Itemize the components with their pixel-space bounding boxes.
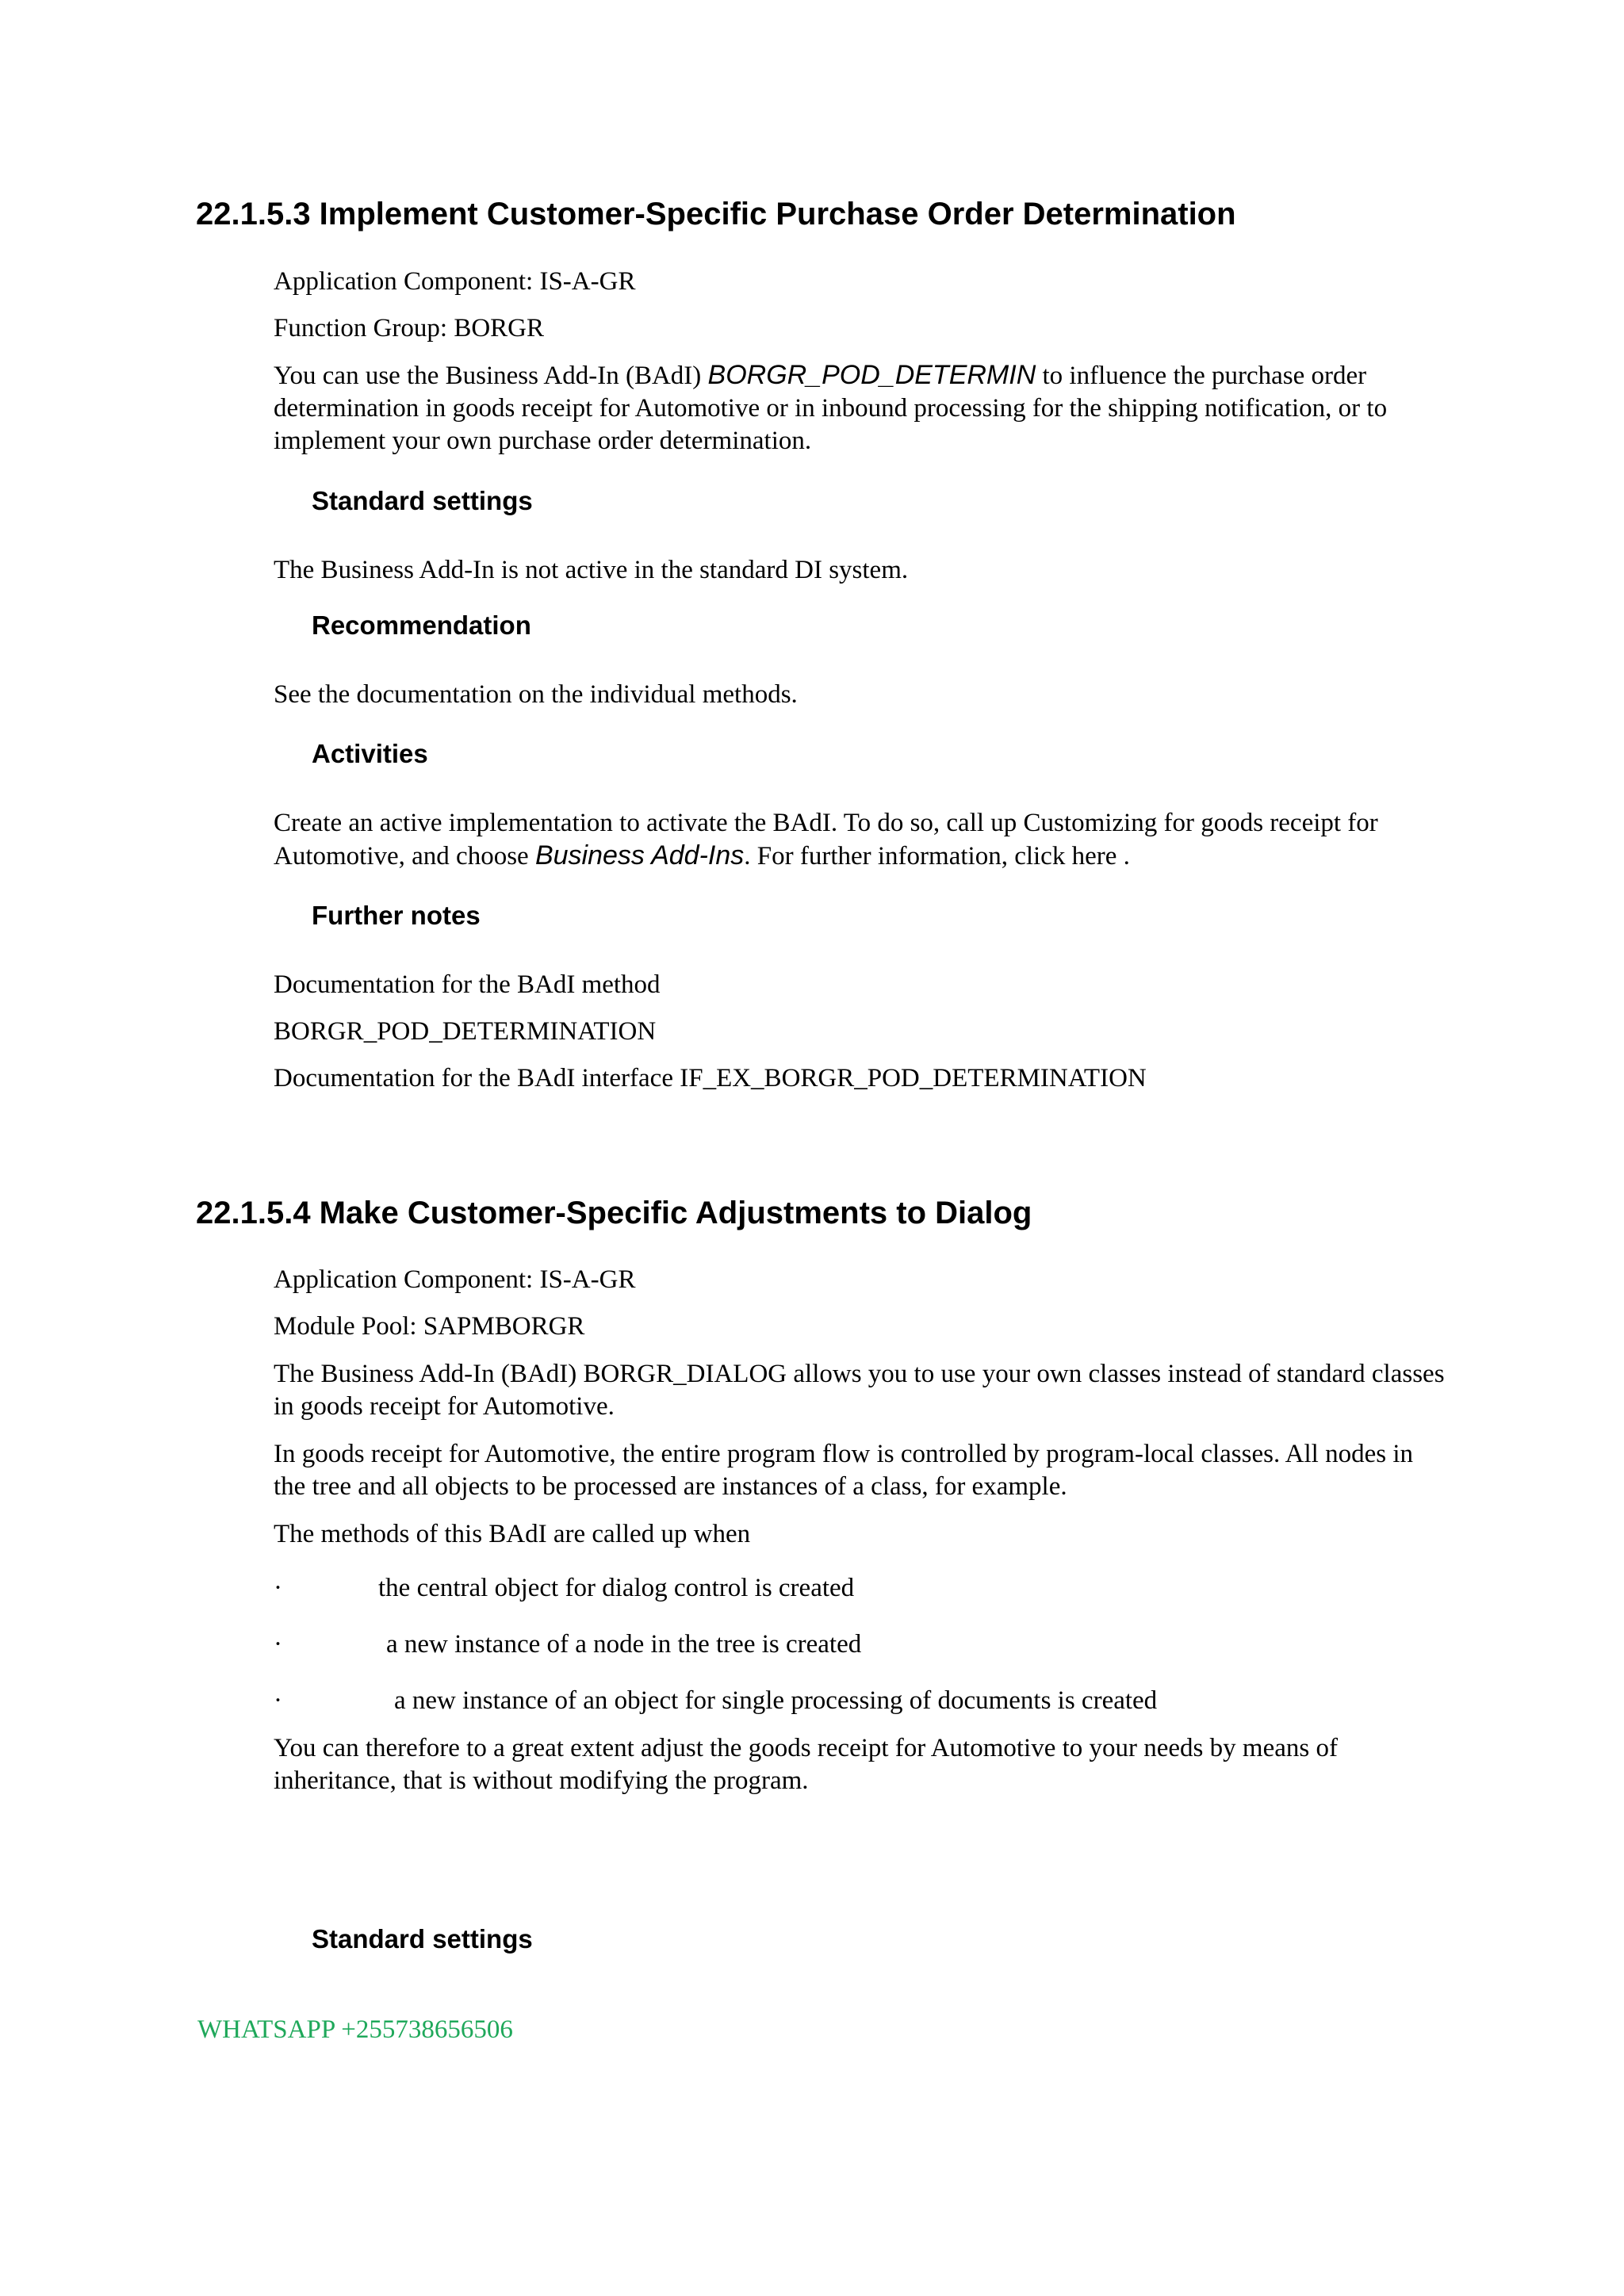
activities-heading: Activities [312,739,428,768]
module-pool: Module Pool: SAPMBORGR [274,1312,585,1341]
application-component-2: Application Component: IS-A-GR [274,1265,636,1294]
activities-text-post: . For further information, click here . [744,842,1130,871]
application-component: Application Component: IS-A-GR [274,267,636,296]
activities-paragraph [274,807,1447,873]
badi-name: BORGR_POD_DETERMIN [707,360,1036,390]
section-heading-22-1-5-4: 22.1.5.4 Make Customer-Specific Adjustments to Dialog [196,1196,1032,1230]
section-heading-22-1-5-3: 22.1.5.3 Implement Customer-Specific Purchase Order Determination [196,197,1236,232]
bullet-text-2: a new instance of a node in the tree is created [386,1630,862,1659]
dialog-badi-paragraph: The Business Add-In (BAdI) BORGR_DIALOG allows you to use your own classes instead of standard classes in goods receipt for Automotive. [274,1360,1445,1421]
standard-settings-text: The Business Add-In is not active in the standard DI system. [274,556,909,584]
note-badi-interface: Documentation for the BAdI interface IF_EX_BORGR_POD_DETERMINATION [274,1064,1147,1093]
function-group: Function Group: BORGR [274,314,545,342]
standard-settings-heading-2: Standard settings [312,1924,533,1954]
bullet-text-3: a new instance of an object for single processing of documents is created [394,1686,1158,1715]
inheritance-paragraph: You can therefore to a great extent adjust the goods receipt for Automotive to your needs by means of inheritance, that is without modifying the program. [274,1734,1338,1795]
recommendation-text: See the documentation on the individual methods. [274,680,798,709]
intro-text-pre: You can use the Business Add-In (BAdI) [274,362,708,390]
note-method-name: BORGR_POD_DETERMINATION [274,1017,657,1046]
further-notes-heading: Further notes [312,901,481,930]
bullet-dot-icon: · [274,1630,282,1659]
bullet-item-1 [274,1574,854,1603]
activities-text-pre: Create an active implementation to activate the BAdI. To do so, call up Customizing for goods receipt for Automotive, and choose [274,809,1378,871]
note-badi-method: Documentation for the BAdI method [274,970,661,999]
business-add-ins-menu-path: Business Add-Ins [534,840,745,871]
bullet-dot-icon: · [274,1574,282,1602]
standard-settings-heading: Standard settings [312,486,533,515]
bullet-dot-icon: · [274,1686,282,1715]
recommendation-heading: Recommendation [312,610,531,640]
whatsapp-contact: WHATSAPP +255738656506 [197,2015,513,2044]
bullet-text-1: the central object for dialog control is created [378,1574,855,1602]
intro-paragraph [274,359,1447,457]
bullet-item-2 [274,1630,861,1659]
bullet-item-3 [274,1686,1157,1716]
intro-text-post: to influence the purchase order determination in goods receipt for Automotive or in inbound processing for the shipping notification, or to implement your own purchase order determination. [274,362,1388,455]
program-flow-paragraph: In goods receipt for Automotive, the entire program flow is controlled by program-local classes. All nodes in the tree and all objects to be processed are instances of a class, for example. [274,1440,1413,1501]
methods-called-paragraph: The methods of this BAdI are called up when [274,1520,751,1548]
